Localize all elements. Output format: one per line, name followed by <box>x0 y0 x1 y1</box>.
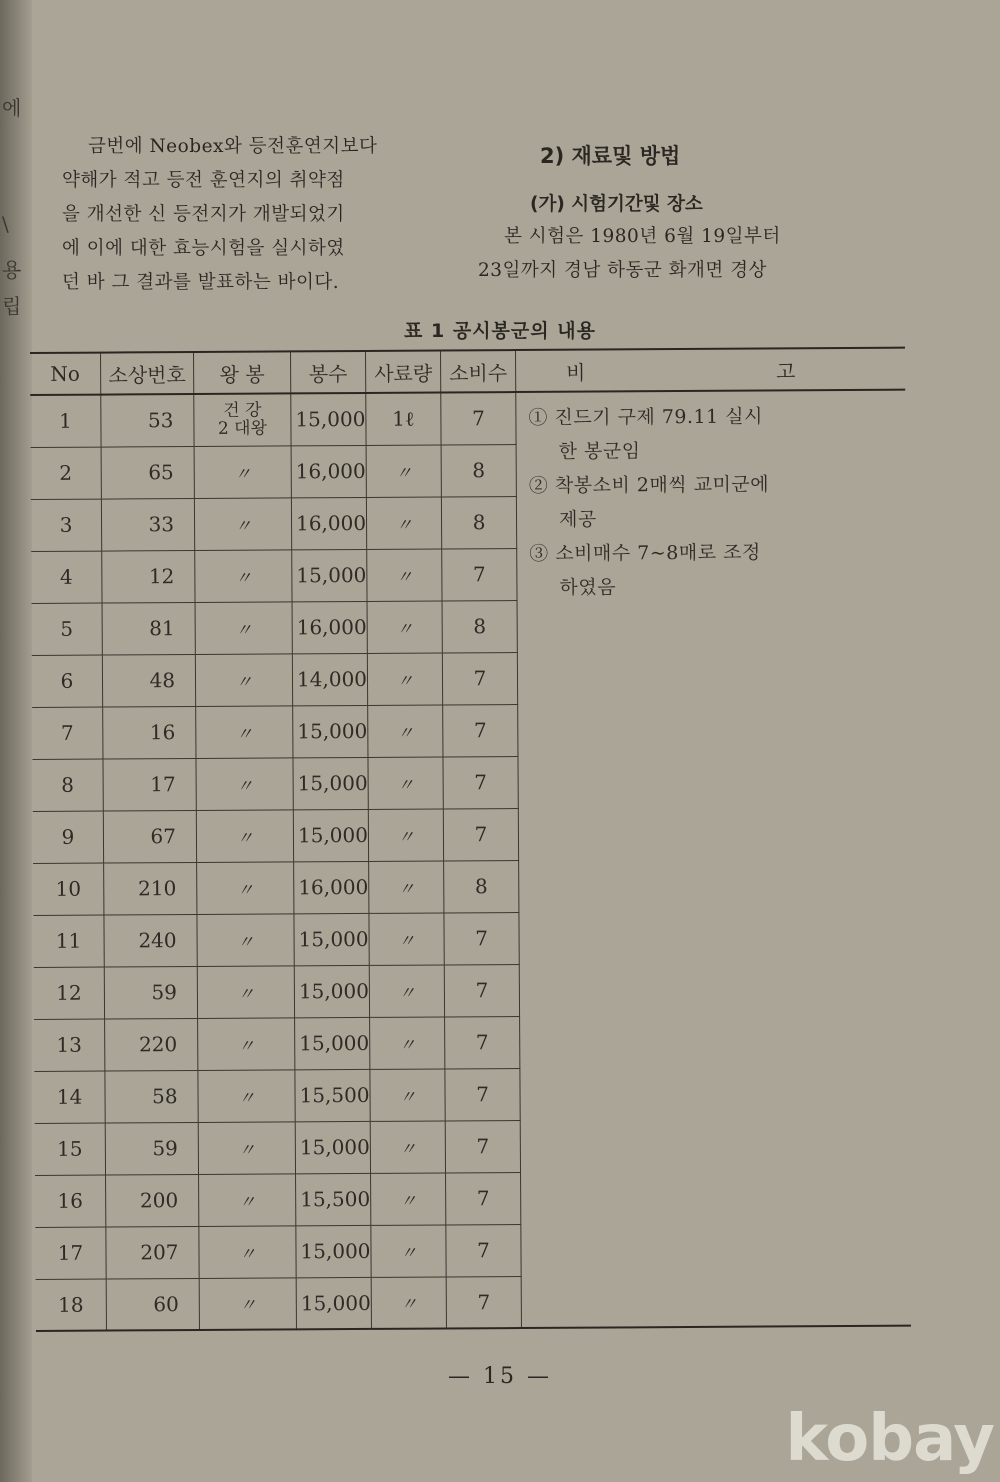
remark-line: ③ 소비매수 7~8매로 조정 <box>529 541 761 565</box>
cell-bee-count: 15,000 <box>295 1017 370 1069</box>
remark-line: ① 진드기 구제 79.11 실시 <box>528 405 764 429</box>
cell-no: 6 <box>32 655 103 707</box>
header-remarks-char: 고 <box>776 358 796 383</box>
paragraph-line: 금번에 Neobex와 등전훈연지보다 <box>88 136 378 157</box>
edge-char: 용 <box>2 258 22 282</box>
cell-bee-count: 16,000 <box>292 601 367 653</box>
methods-paragraph <box>478 220 878 288</box>
cell-comb-count: 7 <box>444 912 519 964</box>
header-comb-count: 소비수 <box>440 350 515 392</box>
cell-queen: 〃 <box>197 965 294 1018</box>
cell-hive-number: 207 <box>106 1226 199 1279</box>
cell-comb-count: 7 <box>446 1276 521 1328</box>
remark-continuation: 제공 <box>558 508 597 531</box>
cell-comb-count: 8 <box>442 600 517 652</box>
remark-line: ② 착봉소비 2매씩 교미군에 <box>528 473 770 497</box>
cell-bee-count: 15,000 <box>294 913 369 965</box>
cell-bee-count: 15,000 <box>293 809 368 861</box>
cell-bee-count: 15,000 <box>292 549 367 601</box>
cell-hive-number: 12 <box>102 550 195 603</box>
cell-bee-count: 16,000 <box>294 861 369 913</box>
cell-queen: 〃 <box>199 1173 296 1226</box>
cell-bee-count: 15,500 <box>295 1069 370 1121</box>
cell-feed-amount: 〃 <box>370 1068 445 1120</box>
cell-comb-count: 7 <box>443 756 518 808</box>
cell-hive-number: 59 <box>105 1122 198 1175</box>
cell-no: 14 <box>34 1071 105 1123</box>
cell-queen: 〃 <box>199 1277 296 1330</box>
cell-comb-count: 7 <box>443 808 518 860</box>
cell-feed-amount: 〃 <box>367 548 442 600</box>
cell-no: 17 <box>35 1227 106 1279</box>
queen-line: 2 대왕 <box>217 418 268 440</box>
edge-char: 에 <box>2 96 22 120</box>
cell-queen: 〃 <box>195 549 292 602</box>
cell-comb-count: 7 <box>446 1172 521 1224</box>
cell-bee-count: 16,000 <box>291 445 366 497</box>
paragraph-line: 을 개선한 신 등전지가 개발되었기 <box>62 204 345 225</box>
cell-bee-count: 15,000 <box>293 757 368 809</box>
cell-feed-amount: 〃 <box>371 1172 446 1224</box>
cell-queen: 〃 <box>195 601 292 654</box>
cell-hive-number: 17 <box>103 758 196 811</box>
cell-comb-count: 7 <box>444 964 519 1016</box>
header-remarks <box>515 348 905 392</box>
paragraph-line: 던 바 그 결과를 발표하는 바이다. <box>62 272 340 293</box>
cell-no: 11 <box>33 915 104 967</box>
cell-feed-amount: 〃 <box>369 860 444 912</box>
paragraph-line: 본 시험은 1980년 6월 19일부터 <box>504 226 781 247</box>
cell-hive-number: 240 <box>104 914 197 967</box>
header-hive-number: 소상번호 <box>101 352 194 395</box>
cell-comb-count: 8 <box>441 444 516 496</box>
cell-queen: 〃 <box>199 1225 296 1278</box>
paragraph-line: 23일까지 경남 하동군 화개면 경상 <box>478 260 767 281</box>
cell-hive-number: 16 <box>103 706 196 759</box>
cell-hive-number: 33 <box>101 498 194 551</box>
remark-continuation: 한 봉군임 <box>558 440 641 463</box>
cell-comb-count: 7 <box>443 704 518 756</box>
cell-bee-count: 15,000 <box>295 1121 370 1173</box>
cell-queen: 〃 <box>194 497 291 550</box>
cell-queen: 〃 <box>195 653 292 706</box>
cell-hive-number: 67 <box>103 810 196 863</box>
cell-queen: 〃 <box>198 1121 295 1174</box>
table-header-row <box>30 348 905 395</box>
cell-feed-amount: 〃 <box>368 808 443 860</box>
cell-queen: 〃 <box>197 913 294 966</box>
cell-feed-amount: 〃 <box>367 652 442 704</box>
colony-table <box>30 347 911 1332</box>
page-number: — 15 — <box>448 1364 552 1389</box>
cell-feed-amount: 〃 <box>366 444 441 496</box>
paragraph-line: 에 이에 대한 효능시험을 실시하였 <box>62 238 345 259</box>
colony-table-container <box>30 347 911 1337</box>
header-no: No <box>30 353 101 395</box>
cell-no: 1 <box>30 395 101 447</box>
cell-bee-count: 15,000 <box>291 393 366 445</box>
cell-feed-amount: 〃 <box>368 704 443 756</box>
cell-bee-count: 15,000 <box>296 1225 371 1277</box>
cell-queen: 〃 <box>194 445 291 498</box>
cell-no: 10 <box>33 863 104 915</box>
cell-feed-amount: 〃 <box>367 600 442 652</box>
cell-comb-count: 7 <box>442 548 517 600</box>
cell-queen: 〃 <box>198 1069 295 1122</box>
cell-hive-number: 59 <box>104 966 197 1019</box>
cell-feed-amount: 〃 <box>370 1016 445 1068</box>
cell-no: 5 <box>32 603 103 655</box>
cell-comb-count: 7 <box>442 652 517 704</box>
remark-continuation: 하였음 <box>559 576 617 599</box>
cell-hive-number: 81 <box>102 602 195 655</box>
cell-comb-count: 7 <box>446 1224 521 1276</box>
cell-no: 7 <box>32 707 103 759</box>
cell-bee-count: 15,000 <box>296 1277 371 1329</box>
cell-hive-number: 53 <box>101 394 194 447</box>
cell-feed-amount: 1ℓ <box>366 392 441 444</box>
adjacent-page-edge-text <box>2 95 24 319</box>
subsection-heading: (가) 시험기간및 장소 <box>530 194 703 215</box>
remarks-cell <box>516 390 911 1328</box>
cell-feed-amount: 〃 <box>369 964 444 1016</box>
cell-comb-count: 7 <box>441 392 516 444</box>
cell-feed-amount: 〃 <box>371 1276 446 1328</box>
header-bee-count: 봉수 <box>291 351 366 393</box>
cell-bee-count: 15,500 <box>296 1173 371 1225</box>
cell-comb-count: 8 <box>444 860 519 912</box>
cell-no: 15 <box>35 1123 106 1175</box>
cell-queen <box>194 393 291 446</box>
cell-no: 12 <box>34 967 105 1019</box>
cell-feed-amount: 〃 <box>370 1120 445 1172</box>
cell-bee-count: 16,000 <box>291 497 366 549</box>
cell-hive-number: 210 <box>104 862 197 915</box>
watermark-logo: kobay <box>785 1402 994 1476</box>
cell-feed-amount: 〃 <box>371 1224 446 1276</box>
cell-comb-count: 7 <box>445 1068 520 1120</box>
cell-no: 18 <box>36 1279 107 1331</box>
cell-queen: 〃 <box>198 1017 295 1070</box>
edge-char: \ <box>2 212 9 236</box>
cell-no: 4 <box>31 551 102 603</box>
queen-line: 건 강 <box>223 400 262 422</box>
cell-comb-count: 7 <box>445 1016 520 1068</box>
cell-bee-count: 14,000 <box>292 653 367 705</box>
cell-comb-count: 7 <box>445 1120 520 1172</box>
cell-feed-amount: 〃 <box>368 756 443 808</box>
cell-no: 3 <box>31 499 102 551</box>
cell-hive-number: 65 <box>101 446 194 499</box>
cell-no: 8 <box>32 759 103 811</box>
cell-queen: 〃 <box>197 861 294 914</box>
header-remarks-char: 비 <box>566 360 586 385</box>
cell-hive-number: 200 <box>106 1174 199 1227</box>
table-row <box>30 390 905 447</box>
cell-bee-count: 15,000 <box>294 965 369 1017</box>
cell-no: 13 <box>34 1019 105 1071</box>
cell-hive-number: 220 <box>105 1018 198 1071</box>
paragraph-line: 약해가 적고 등전 훈연지의 취약점 <box>62 170 345 191</box>
cell-queen: 〃 <box>196 705 293 758</box>
cell-no: 2 <box>31 447 102 499</box>
cell-no: 16 <box>35 1175 106 1227</box>
header-feed-amount: 사료량 <box>365 350 440 392</box>
header-queen: 왕 봉 <box>194 351 291 394</box>
cell-no: 9 <box>33 811 104 863</box>
intro-paragraph <box>62 130 447 300</box>
cell-queen: 〃 <box>196 809 293 862</box>
edge-char: 립 <box>2 294 22 318</box>
cell-feed-amount: 〃 <box>366 496 441 548</box>
cell-feed-amount: 〃 <box>369 912 444 964</box>
cell-comb-count: 8 <box>441 496 516 548</box>
table-caption: 표 1 공시봉군의 내용 <box>404 320 596 342</box>
cell-hive-number: 48 <box>102 654 195 707</box>
cell-hive-number: 60 <box>106 1278 199 1331</box>
cell-hive-number: 58 <box>105 1070 198 1123</box>
cell-queen: 〃 <box>196 757 293 810</box>
section-heading: 2) 재료및 방법 <box>540 144 681 168</box>
cell-bee-count: 15,000 <box>293 705 368 757</box>
